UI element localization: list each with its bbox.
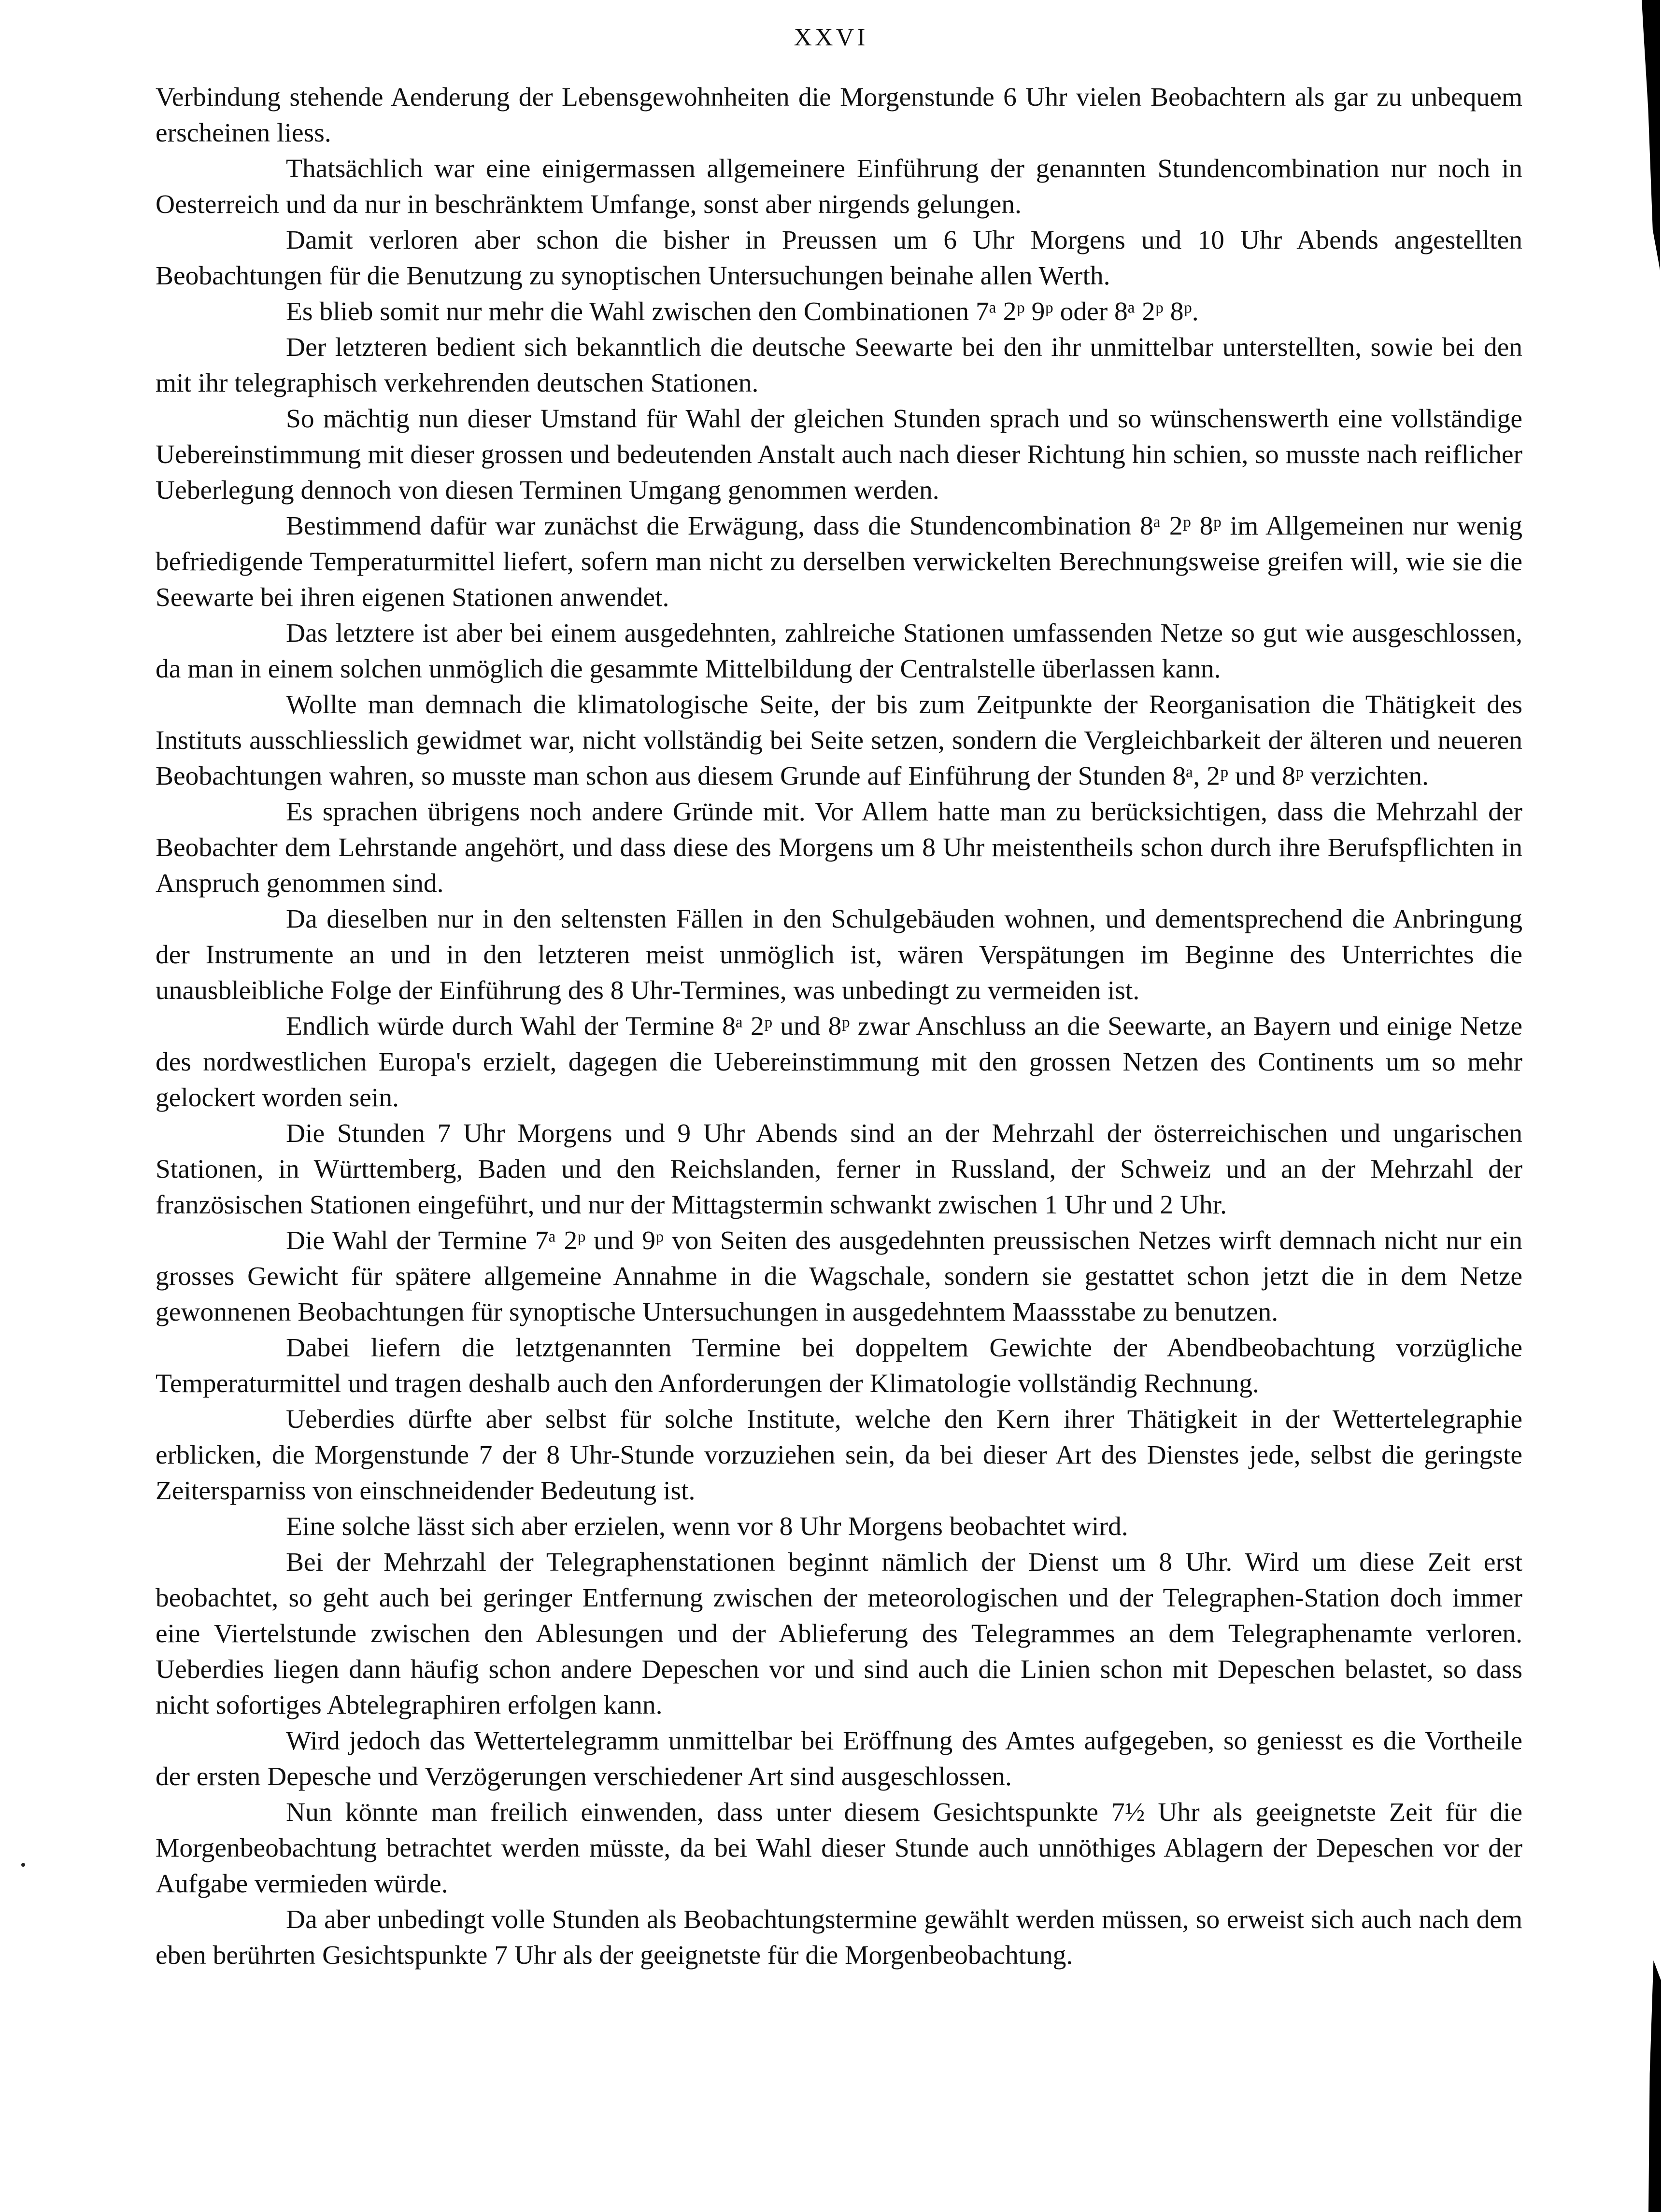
page-number: XXVI bbox=[794, 24, 868, 51]
paragraph: Endlich würde durch Wahl der Termine 8ᵃ 2ᵖ und 8ᵖ zwar Anschluss an die Seewarte, an Bayern und einige Netze des nordwestlichen Europa's erzielt, dagegen die Uebereinstimmung mit den grossen Netzen des Continents um so mehr gelockert worden sein. bbox=[156, 1012, 1522, 1113]
paragraph: Der letzteren bedient sich bekanntlich die deutsche Seewarte bei den ihr unmittelbar unterstellten, sowie bei den mit ihr telegraphisch verkehrenden deutschen Stationen. bbox=[156, 333, 1522, 398]
paragraph: Da aber unbedingt volle Stunden als Beobachtungstermine gewählt werden müssen, so erweist sich auch nach dem eben berührten Gesichtspunkte 7 Uhr als der geeignetste für die Morgenbeobachtung. bbox=[156, 1905, 1522, 1970]
paragraph: Verbindung stehende Aenderung der Lebensgewohnheiten die Morgenstunde 6 Uhr vielen Beobachtern als gar zu unbequem erscheinen liess. bbox=[156, 83, 1522, 148]
paragraph: Das letztere ist aber bei einem ausgedehnten, zahlreiche Stationen umfassenden Netze so gut wie ausgeschlossen, da man in einem solchen unmöglich die gesammte Mittelbildung der Centralstelle überlassen kann. bbox=[156, 619, 1522, 684]
paragraph: Dabei liefern die letztgenannten Termine bei doppeltem Gewichte der Abendbeobachtung vorzügliche Temperaturmittel und tragen deshalb auch den Anforderungen der Klimatologie vollständig Rechnung. bbox=[156, 1333, 1522, 1398]
paragraph: Wird jedoch das Wettertelegramm unmittelbar bei Eröffnung des Amtes aufgegeben, so geniesst es die Vortheile der ersten Depesche und Verzögerungen verschiedener Art sind ausgeschlossen. bbox=[156, 1726, 1522, 1791]
scan-edge-bottom-shadow bbox=[1648, 1960, 1661, 2212]
paragraph: Es blieb somit nur mehr die Wahl zwischen den Combinationen 7ᵃ 2ᵖ 9ᵖ oder 8ᵃ 2ᵖ 8ᵖ. bbox=[286, 297, 1199, 326]
scan-edge-top-shadow bbox=[1642, 0, 1660, 270]
paragraph: Wollte man demnach die klimatologische Seite, der bis zum Zeitpunkte der Reorganisation die Thätigkeit des Instituts ausschliesslich gewidmet war, nicht vollständig bei Seite setzen, sondern die Vergleichbarkeit der älteren und neueren Beobachtungen wahren, so musste man schon aus diesem Grunde auf Einführung der Stunden 8ᵃ, 2ᵖ und 8ᵖ verzichten. bbox=[156, 690, 1522, 791]
paragraph: Die Stunden 7 Uhr Morgens und 9 Uhr Abends sind an der Mehrzahl der österreichischen und ungarischen Stationen, in Württemberg, Baden und den Reichslanden, ferner in Russland, der Schweiz und an der Mehrzahl der französischen Stationen eingeführt, und nur der Mittagstermin schwankt zwischen 1 Uhr und 2 Uhr. bbox=[156, 1119, 1522, 1220]
paragraph: Die Wahl der Termine 7ᵃ 2ᵖ und 9ᵖ von Seiten des ausgedehnten preussischen Netzes wirft demnach nicht nur ein grosses Gewicht für spätere allgemeine Annahme in die Wagschale, sondern sie gestattet schon jetzt die in dem Netze gewonnenen Beobachtungen für synoptische Untersuchungen in ausgedehntem Maassstabe zu benutzen. bbox=[156, 1226, 1522, 1327]
paragraph: Ueberdies dürfte aber selbst für solche Institute, welche den Kern ihrer Thätigkeit in der Wettertelegraphie erblicken, die Morgenstunde 7 der 8 Uhr-Stunde vorzuziehen sein, da bei dieser Art des Dienstes jede, selbst die geringste Zeitersparniss von einschneidender Bedeutung ist. bbox=[156, 1405, 1522, 1506]
body-text bbox=[156, 80, 1522, 1973]
paragraph: Bei der Mehrzahl der Telegraphenstationen beginnt nämlich der Dienst um 8 Uhr. Wird um diese Zeit erst beobachtet, so geht auch bei geringer Entfernung zwischen der meteorologischen und der Telegraphen-Station doch immer eine Viertelstunde zwischen den Ablesungen und der Ablieferung des Telegrammes an dem Telegraphenamte verloren. Ueberdies liegen dann häufig schon andere Depeschen vor und sind auch die Linien schon mit Depeschen belastet, so dass nicht sofortiges Abtelegraphiren erfolgen kann. bbox=[156, 1548, 1522, 1720]
paragraph: Damit verloren aber schon die bisher in Preussen um 6 Uhr Morgens und 10 Uhr Abends angestellten Beobachtungen für die Benutzung zu synoptischen Untersuchungen beinahe allen Werth. bbox=[156, 225, 1522, 291]
paragraph: Bestimmend dafür war zunächst die Erwägung, dass die Stundencombination 8ᵃ 2ᵖ 8ᵖ im Allgemeinen nur wenig befriedigende Temperaturmittel liefert, sofern man nicht zu derselben verwickelten Berechnungsweise greifen will, wie sie die Seewarte bei ihren eigenen Stationen anwendet. bbox=[156, 511, 1522, 612]
paragraph: Da dieselben nur in den seltensten Fällen in den Schulgebäuden wohnen, und dementsprechend die Anbringung der Instrumente an und in den letzteren meist unmöglich ist, wären Verspätungen im Beginne des Unterrichtes die unausbleibliche Folge der Einführung des 8 Uhr-Termines, was unbedingt zu vermeiden ist. bbox=[156, 904, 1522, 1005]
scan-edge bbox=[1628, 0, 1662, 2212]
paragraph: Es sprachen übrigens noch andere Gründe mit. Vor Allem hatte man zu berücksichtigen, dass die Mehrzahl der Beobachter dem Lehrstande angehört, und dass diese des Morgens um 8 Uhr meistentheils schon durch ihre Berufspflichten in Anspruch genommen sind. bbox=[156, 797, 1522, 898]
paragraph: So mächtig nun dieser Umstand für Wahl der gleichen Stunden sprach und so wünschenswerth eine vollständige Uebereinstimmung mit dieser grossen und bedeutenden Anstalt auch nach dieser Richtung hin schien, so musste nach reiflicher Ueberlegung dennoch von diesen Terminen Umgang genommen werden. bbox=[156, 404, 1522, 505]
paragraph: Eine solche lässt sich aber erzielen, wenn vor 8 Uhr Morgens beobachtet wird. bbox=[286, 1512, 1128, 1541]
paragraph: Thatsächlich war eine einigermassen allgemeinere Einführung der genannten Stundencombination nur noch in Oesterreich und da nur in beschränktem Umfange, sonst aber nirgends gelungen. bbox=[156, 154, 1522, 219]
paragraph: Nun könnte man freilich einwenden, dass unter diesem Gesichtspunkte 7½ Uhr als geeignetste Zeit für die Morgenbeobachtung betrachtet werden müsste, da bei Wahl dieser Stunde auch unnöthiges Ablagern der Depeschen vor der Aufgabe vermieden würde. bbox=[156, 1798, 1522, 1899]
scan-speck bbox=[21, 1863, 25, 1867]
